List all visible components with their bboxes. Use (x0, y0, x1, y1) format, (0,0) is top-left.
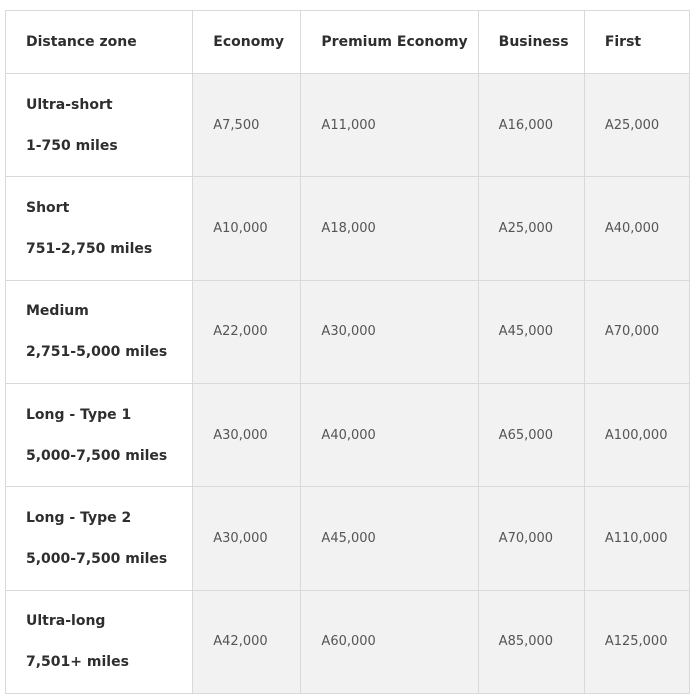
zone-name: Medium (26, 303, 89, 320)
zone-range: 751-2,750 miles (26, 240, 153, 257)
header-premium-economy: Premium Economy (301, 11, 478, 74)
business-price: A85,000 (478, 590, 584, 693)
header-economy: Economy (193, 11, 301, 74)
header-distance-zone: Distance zone (6, 11, 193, 74)
zone-range: 7,501+ miles (26, 654, 129, 671)
premium-price: A40,000 (301, 383, 478, 486)
premium-price: A11,000 (301, 74, 478, 177)
zone-cell (6, 280, 193, 383)
header-first: First (584, 11, 689, 74)
premium-price: A18,000 (301, 177, 478, 280)
table-row (6, 74, 690, 177)
zone-range: 5,000-7,500 miles (26, 550, 168, 567)
zone-range: 5,000-7,500 miles (26, 447, 168, 464)
economy-price: A30,000 (193, 383, 301, 486)
economy-price: A10,000 (193, 177, 301, 280)
first-price: A125,000 (584, 590, 689, 693)
premium-price: A60,000 (301, 590, 478, 693)
table-row (6, 590, 690, 693)
business-price: A16,000 (478, 74, 584, 177)
first-price: A100,000 (584, 383, 689, 486)
business-price: A70,000 (478, 487, 584, 590)
header-business: Business (478, 11, 584, 74)
first-price: A110,000 (584, 487, 689, 590)
zone-cell (6, 590, 193, 693)
economy-price: A7,500 (193, 74, 301, 177)
award-chart-table (5, 10, 690, 694)
economy-price: A22,000 (193, 280, 301, 383)
economy-price: A42,000 (193, 590, 301, 693)
business-price: A45,000 (478, 280, 584, 383)
table-row (6, 177, 690, 280)
zone-cell (6, 383, 193, 486)
zone-cell (6, 487, 193, 590)
zone-name: Short (26, 199, 70, 216)
zone-range: 1-750 miles (26, 137, 118, 154)
first-price: A40,000 (584, 177, 689, 280)
economy-price: A30,000 (193, 487, 301, 590)
zone-cell (6, 177, 193, 280)
table-row (6, 487, 690, 590)
business-price: A65,000 (478, 383, 584, 486)
first-price: A70,000 (584, 280, 689, 383)
table-row (6, 383, 690, 486)
premium-price: A45,000 (301, 487, 478, 590)
premium-price: A30,000 (301, 280, 478, 383)
business-price: A25,000 (478, 177, 584, 280)
zone-range: 2,751-5,000 miles (26, 344, 168, 361)
zone-cell (6, 74, 193, 177)
table-row (6, 280, 690, 383)
zone-name: Ultra-short (26, 96, 113, 113)
zone-name: Long - Type 2 (26, 509, 132, 526)
header-row (6, 11, 690, 74)
zone-name: Ultra-long (26, 613, 106, 630)
zone-name: Long - Type 1 (26, 406, 132, 423)
first-price: A25,000 (584, 74, 689, 177)
